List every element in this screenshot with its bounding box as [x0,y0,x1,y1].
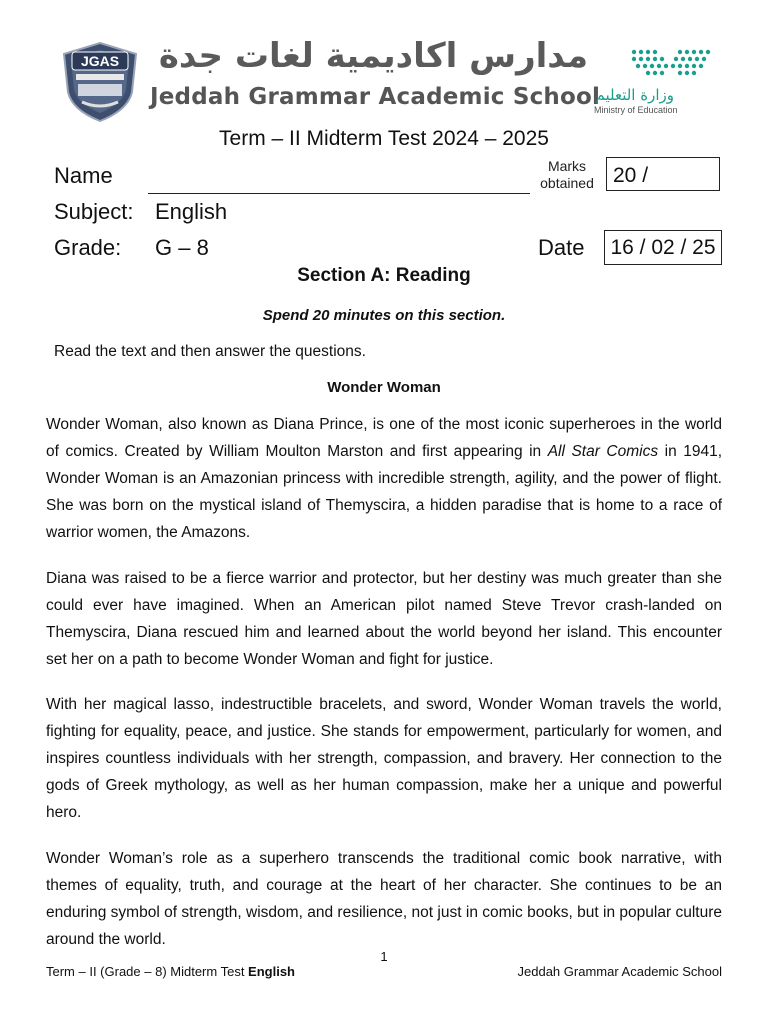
grade-value: G – 8 [155,235,209,260]
time-note: Spend 20 minutes on this section. [262,307,506,324]
date-box: 16 / 02 / 25 [604,230,722,265]
section-title: Section A: Reading [297,265,471,286]
footer-left-bold: English [248,964,295,979]
footer-left-text: Term – II (Grade – 8) Midterm Test [46,964,249,979]
passage-title: Wonder Woman [327,379,441,396]
test-title: Term – II Midterm Test 2024 – 2025 [219,127,549,150]
footer-right: Jeddah Grammar Academic School [517,964,722,979]
p1-text-end: in 1941, Wonder Woman is an Amazonian princess with incredible strength, agility, and the power of flight. She was born on the mystical island of Themyscira, a hidden paradise that is home to a race of warrior women, the Amazons. [46,443,723,541]
passage-paragraph-3: With her magical lasso, indestructible bracelets, and sword, Wonder Woman travels the world, fighting for equality, peace, and justice. She stands for empowerment, particularly for women, and inspires countless individuals with her strength, compassion, and bravery. Her connection to the gods of Greek mythology, as well as her human compassion, make her a unique and powerful hero. [46,696,722,821]
name-label: Name [54,163,113,188]
footer-left [46,964,295,979]
ministry-logo-icon [630,46,712,80]
ministry-name-arabic: وزارة التعليم [595,86,674,104]
passage-paragraph-2: Diana was raised to be a fierce warrior and protector, but her destiny was much greater than she could ever have imagined. When an American pilot named Steve Trevor crash-landed on Themyscira, Diana rescued him and learned about the world beyond her island. This encounter set her on a path to become Wonder Woman and fight for justice. [46,570,722,668]
passage-paragraph-1 [46,411,722,546]
marks-label-line1: Marks [547,158,587,174]
school-name-english: Jeddah Grammar Academic School [150,84,601,110]
p1-text-start: Wonder Woman, also known as Diana Prince, is one of the most iconic superheroes in the world of comics. Created by William Moulton Marston and first appearing in [46,416,722,460]
school-crest-logo [58,40,142,124]
marks-box[interactable]: 20 / [606,157,720,191]
subject-value: English [155,199,228,224]
ministry-name-english: Ministry of Education [594,105,678,115]
crest-text: JGAS [80,53,120,69]
marks-label [534,158,600,192]
marks-label-line2: obtained [540,175,594,191]
p1-italic-title: All Star Comics [547,443,659,460]
page-number: 1 [380,949,388,964]
name-field-line[interactable] [148,193,530,194]
instruction-text: Read the text and then answer the questions. [54,343,366,360]
grade-label: Grade: [54,235,122,260]
date-label: Date [538,235,585,260]
school-name-arabic: مدارس اكاديمية لغات جدة [158,36,588,76]
passage-paragraph-4: Wonder Woman’s role as a superhero transcends the traditional comic book narrative, with themes of equality, truth, and courage at the heart of her character. She continues to be an enduring symbol of strength, wisdom, and resilience, not just in comic books, but in popular culture around the world. [46,850,722,948]
subject-label: Subject: [54,199,134,224]
